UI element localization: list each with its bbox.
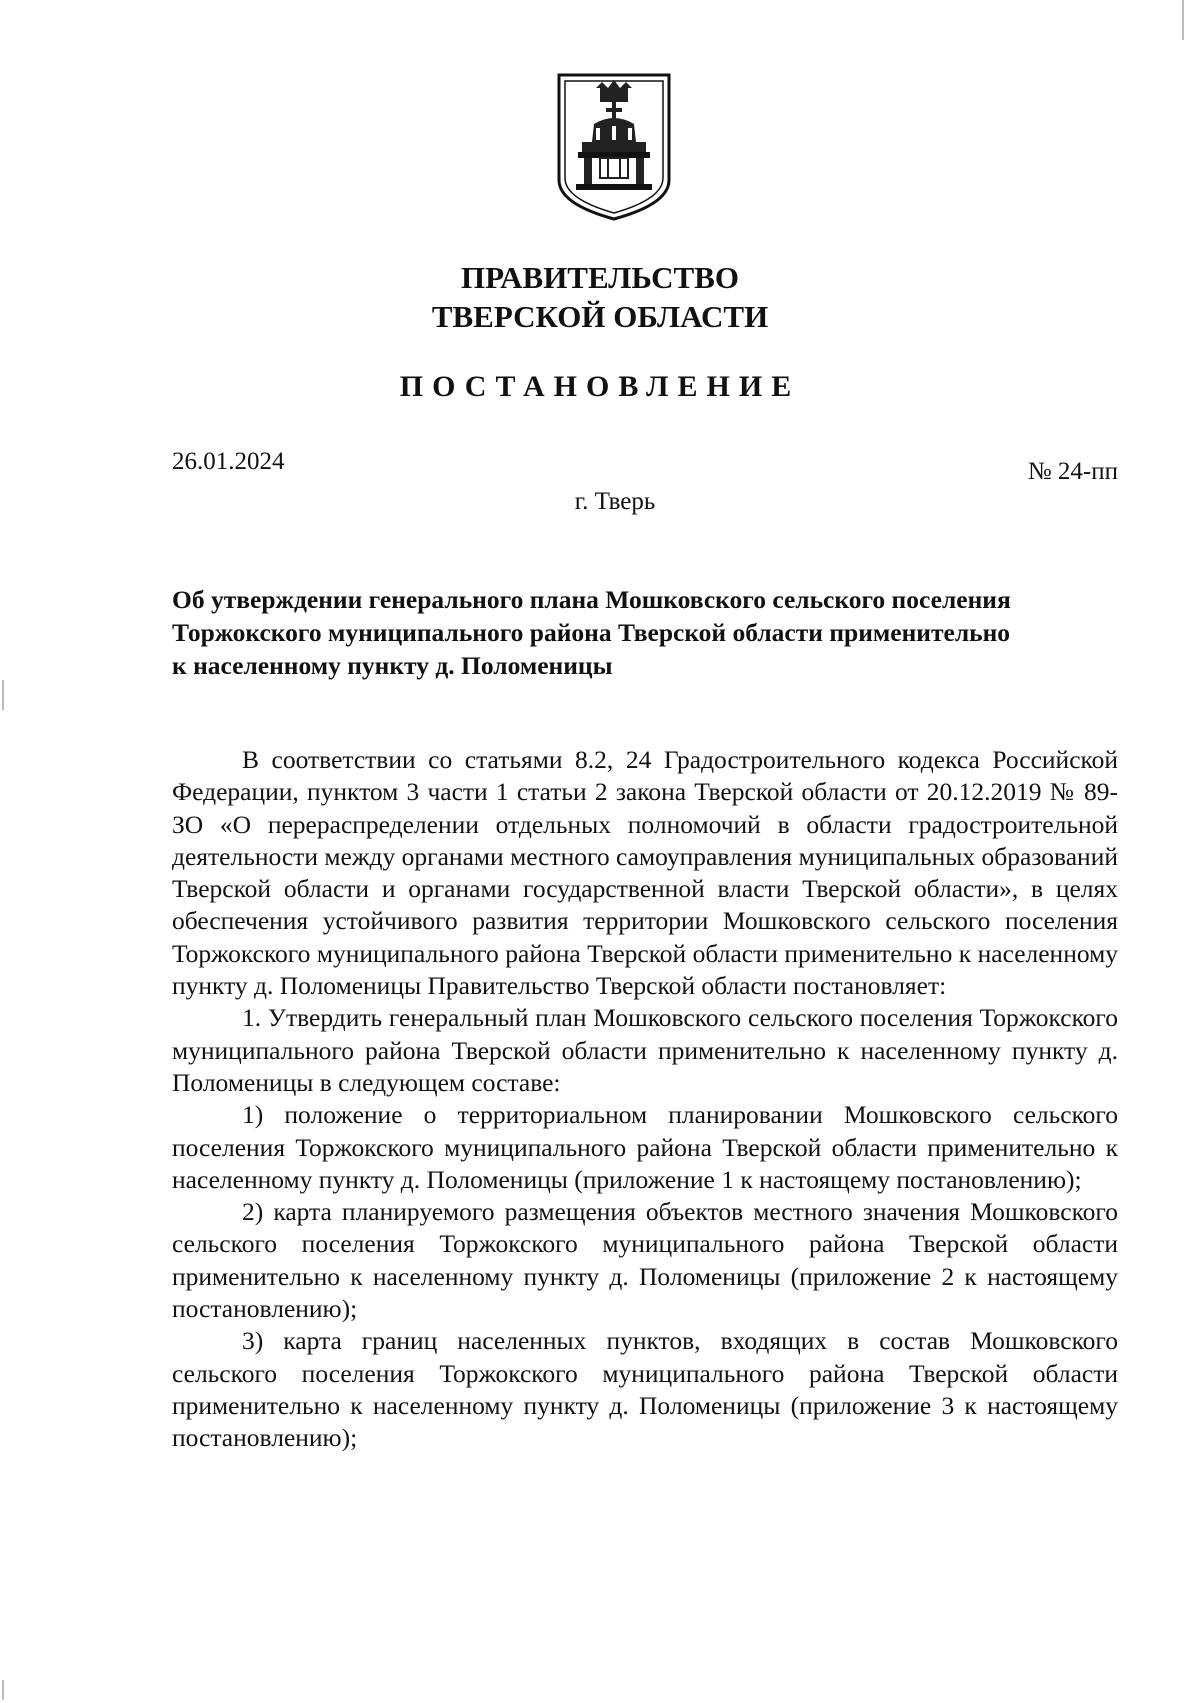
scan-edge-mark [1182,0,1184,40]
subject-line-1: Об утверждении генерального плана Мошковского сельского поселения [172,585,1011,614]
document-body [172,744,1118,1455]
org-title-line-1: ПРАВИТЕЛЬСТВО [461,260,739,295]
item-1-paragraph: 1. Утвердить генеральный план Мошковского сельского поселения Торжокского муниципального района Тверской области применительно к населенному пункту д. Поломеницы в следующем составе: [172,1003,1118,1097]
document-city: г. Тверь [574,488,656,515]
subject-line-2: Торжокского муниципального района Тверской области применительно [172,618,1011,647]
scan-edge-mark [2,1680,4,1700]
org-title-line-2: ТВЕРСКОЙ ОБЛАСТИ [431,299,769,334]
scan-edge-mark [2,680,4,710]
subitem-2-paragraph: 2) карта планируемого размещения объектов местного значения Мошковского сельского поселения Торжокского муниципального района Тверской области применительно к населенному пункту д. Поломеницы (приложение 2 к настоящему постановлению); [172,1197,1118,1324]
document-number: № 24-пп [1027,458,1118,485]
preamble-paragraph: В соответствии со статьями 8.2, 24 Градостроительного кодекса Российской Федерации, пунктом 3 части 1 статьи 2 закона Тверской области от 20.12.2019 № 89-ЗО «О перераспределении отдельных полномочий в области градостроительной деятельности между органами местного самоуправления муниципальных образований Тверской области и органами государственной власти Тверской области», в целях обеспечения устойчивого развития территории Мошковского сельского поселения Торжокского муниципального района Тверской области применительно к населенному пункту д. Поломеницы Правительство Тверской области постановляет: [172,745,1118,1001]
document-date: 26.01.2024 [172,448,285,475]
coat-of-arms-emblem [556,72,672,222]
document-type: ПОСТАНОВЛЕНИЕ [399,370,801,403]
document-subject [172,583,1118,682]
organization-title [300,258,900,336]
subitem-3-paragraph: 3) карта границ населенных пунктов, входящих в состав Мошковского сельского поселения Торжокского муниципального района Тверской области применительно к населенному пункту д. Поломеницы (приложение 3 к настоящему постановлению); [172,1326,1118,1453]
subitem-1-paragraph: 1) положение о территориальном планировании Мошковского сельского поселения Торжокского муниципального района Тверской области применительно к населенному пункту д. Поломеницы (приложение 1 к настоящему постановлению); [172,1100,1118,1194]
subject-line-3: к населенному пункту д. Поломеницы [172,651,613,680]
